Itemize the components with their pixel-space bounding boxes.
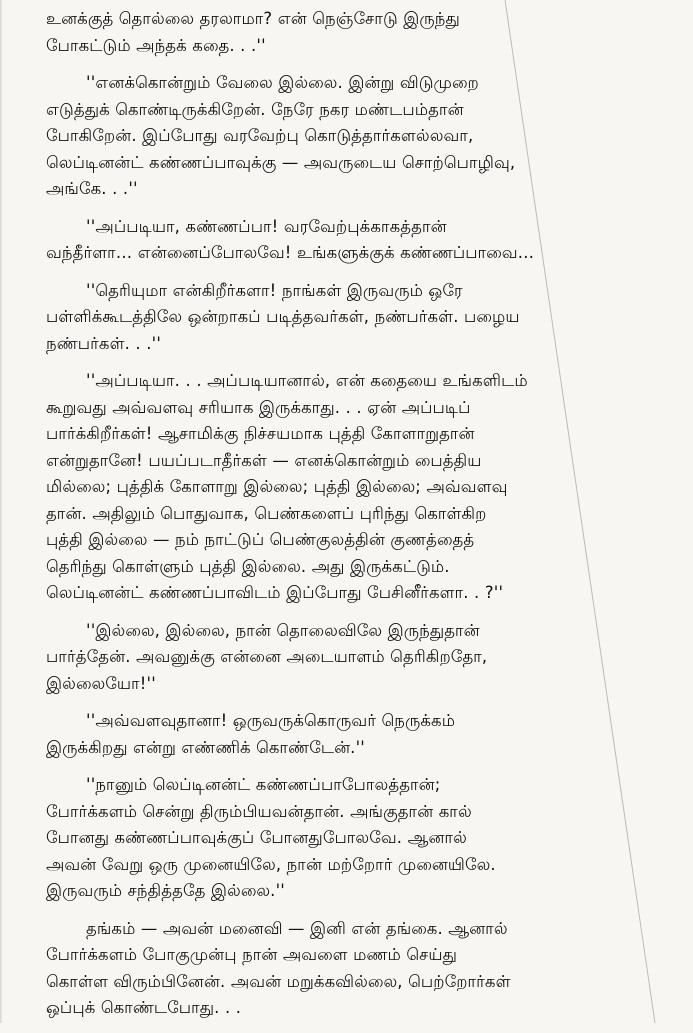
text-line: தங்கம் — அவன் மனைவி — இனி என் தங்கை. ஆனால் (86, 918, 508, 938)
text-line: என்றுதானே! பயப்படாதீர்கள் — எனக்கொன்றும் பைத்திய (46, 450, 482, 470)
text-line: வந்தீர்ளா… என்னைப்போலவே! உங்களுக்குக் கண்ணப்பாவை… (46, 243, 535, 262)
text-line: அங்கே. . .'' (46, 179, 138, 198)
text-line: ''எனக்கொன்றும் வேலை இல்லை. இன்று விடுமுறை (86, 73, 479, 92)
paragraph (46, 916, 666, 1022)
text-line: ''அவ்வளவுதானா! ஒருவருக்கொருவர் நெருக்கம் (86, 711, 456, 730)
text-line: ''நானும் லெப்டினன்ட் கண்ணப்பாபோலத்தான்; (86, 775, 441, 794)
text-line: போனது கண்ணப்பாவுக்குப் போனதுபோலவே. ஆனால் (46, 828, 467, 847)
text-line: மில்லை; புத்திக் கோளாறு இல்லை; புத்தி இல்லை; அவ்வளவு (46, 477, 508, 496)
text-line: ''அப்படியா, கண்ணப்பா! வரவேற்புக்காகத்தான் (86, 216, 447, 236)
text-line: புத்தி இல்லை — நம் நாட்டுப் பெண்குலத்தின் குணத்தைத் (46, 530, 475, 549)
text-line: ''அப்படியா. . . அப்படியானால், என் கதையை உங்களிடம் (86, 371, 528, 390)
text-line: தான். அதிலும் பொதுவாக, பெண்களைப் புரிந்து கொள்கிற (46, 503, 487, 523)
text-line: இருவரும் சந்தித்ததே இல்லை.'' (46, 881, 285, 900)
text-line: எடுத்துக் கொண்டிருக்கிறேன். நேரே நகர மண்டபம்தான் (46, 99, 464, 119)
text-line: லெப்டினன்ட் கண்ணப்பாவுக்கு — அவருடைய சொற்பொழிவு, (46, 152, 516, 172)
paragraph (46, 70, 666, 203)
text-line: லெப்டினன்ட் கண்ணப்பாவிடம் இப்போது பேசினீர்களா. . ?'' (46, 583, 504, 602)
paragraph (46, 368, 666, 607)
paragraph (46, 708, 666, 761)
text-line: பார்த்தேன். அவனுக்கு என்னை அடையாளம் தெரிகிறதோ, (46, 647, 488, 666)
text-line: பள்ளிக்கூடத்திலே ஒன்றாகப் படித்தவர்கள், நண்பர்கள். பழைய (46, 307, 520, 326)
text-line: போகட்டும் அந்தக் கதை. . .'' (46, 35, 266, 55)
text-line: கூறுவது அவ்வளவு சரியாக இருக்காது. . . ஏன் அப்படிப் (46, 397, 471, 417)
text-line: இல்லையோ!'' (46, 673, 156, 693)
text-line: போகிறேன். இப்போது வரவேற்பு கொடுத்தார்களல்லவா, (46, 126, 474, 145)
text-line: உனக்குத் தொல்லை தரலாமா? என் நெஞ்சோடு இருந்து (46, 9, 460, 28)
text-line: போர்க்களம் போகுமுன்பு நான் அவளை மணம் செய்து (46, 945, 458, 964)
paragraph (46, 278, 666, 358)
text-line: அவன் வேறு ஒரு முனையிலே, நான் மற்றோர் முனையிலே. (46, 854, 496, 874)
text-line: ''இல்லை, இல்லை, நான் தொலைவிலே இருந்துதான் (86, 620, 480, 640)
paragraph (46, 214, 666, 267)
paragraph (46, 618, 666, 698)
text-line: ''தெரியுமா என்கிறீர்களா! நாங்கள் இருவரும் ஒரே (86, 280, 463, 300)
paragraph (46, 772, 666, 905)
text-line: நண்பர்கள். . .'' (46, 333, 162, 353)
body-text (46, 6, 666, 1033)
text-line: கொள்ள விரும்பினேன். அவன் மறுக்கவில்லை, பெற்றோர்கள் (46, 971, 511, 991)
text-line: ஒப்புக் கொண்டபோது. . . (46, 998, 242, 1017)
text-line: தெரிந்து கொள்ளும் புத்தி இல்லை. அது இருக்கட்டும். (46, 556, 450, 576)
paragraph (46, 6, 666, 59)
text-line: பார்க்கிறீர்கள்! ஆசாமிக்கு நிச்சயமாக புத்தி கோளாறுதான் (46, 424, 475, 443)
text-line: இருக்கிறது என்று எண்ணிக் கொண்டேன்.'' (46, 737, 365, 757)
text-line: போர்க்களம் சென்று திரும்பியவன்தான். அங்குதான் கால் (46, 801, 472, 821)
